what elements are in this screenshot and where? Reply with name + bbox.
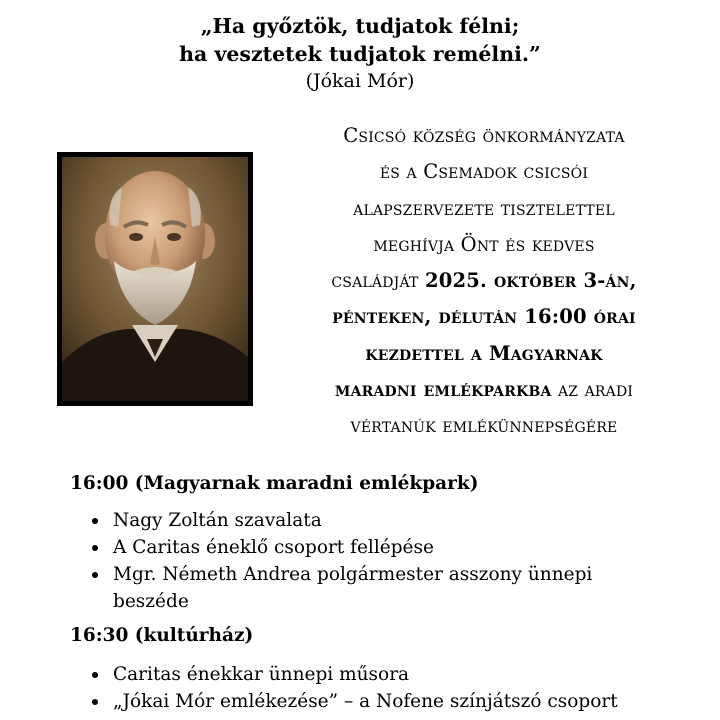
invitation-line: meghívja Önt és kedves: [373, 232, 595, 256]
program-list-1: [88, 507, 668, 615]
invitation-text-normal: családját: [331, 269, 419, 293]
invitation-line: és a Csemadok csicsói: [379, 160, 589, 184]
event-venue: maradni emlékparkba: [334, 378, 552, 402]
program-list-2: [88, 661, 668, 715]
quote: [0, 12, 720, 68]
portrait-image: [57, 152, 253, 406]
quote-author: (Jókai Mór): [305, 70, 415, 92]
invitation-line-date: [282, 263, 686, 299]
list-item: Caritas énekkar ünnepi műsora: [88, 661, 668, 688]
list-item: A Caritas éneklő csoport fellépése: [88, 534, 668, 561]
invitation-line: alapszervezete tisztelettel: [353, 196, 615, 220]
invitation-text-normal: az aradi: [557, 378, 634, 402]
invitation-line: Csicsó község önkormányzata: [343, 124, 625, 147]
event-time: pénteken, délután 16:00 órai: [332, 305, 636, 329]
invitation-line-venue: [282, 372, 686, 408]
invitation-text: [282, 118, 686, 445]
quote-line-1: „Ha győztök, tudjatok félni;: [200, 14, 520, 38]
event-date: 2025. október 3-án,: [424, 269, 637, 293]
list-item: Mgr. Németh Andrea polgármester asszony ünnepi beszéde: [88, 561, 633, 615]
list-item: „Jókai Mór emlékezése” – a Nofene színjátszó csoport: [88, 688, 668, 715]
quote-line-2: ha vesztetek tudjatok remélni.”: [179, 42, 541, 66]
list-item: Nagy Zoltán szavalata: [88, 507, 668, 534]
program-heading-1: 16:00 (Magyarnak maradni emlékpark): [70, 473, 479, 494]
program-heading-2: 16:30 (kultúrház): [70, 625, 254, 646]
event-start: kezdettel a Magyarnak: [365, 341, 603, 365]
invitation-line: vértanúk emlékünnepségére: [350, 414, 618, 438]
